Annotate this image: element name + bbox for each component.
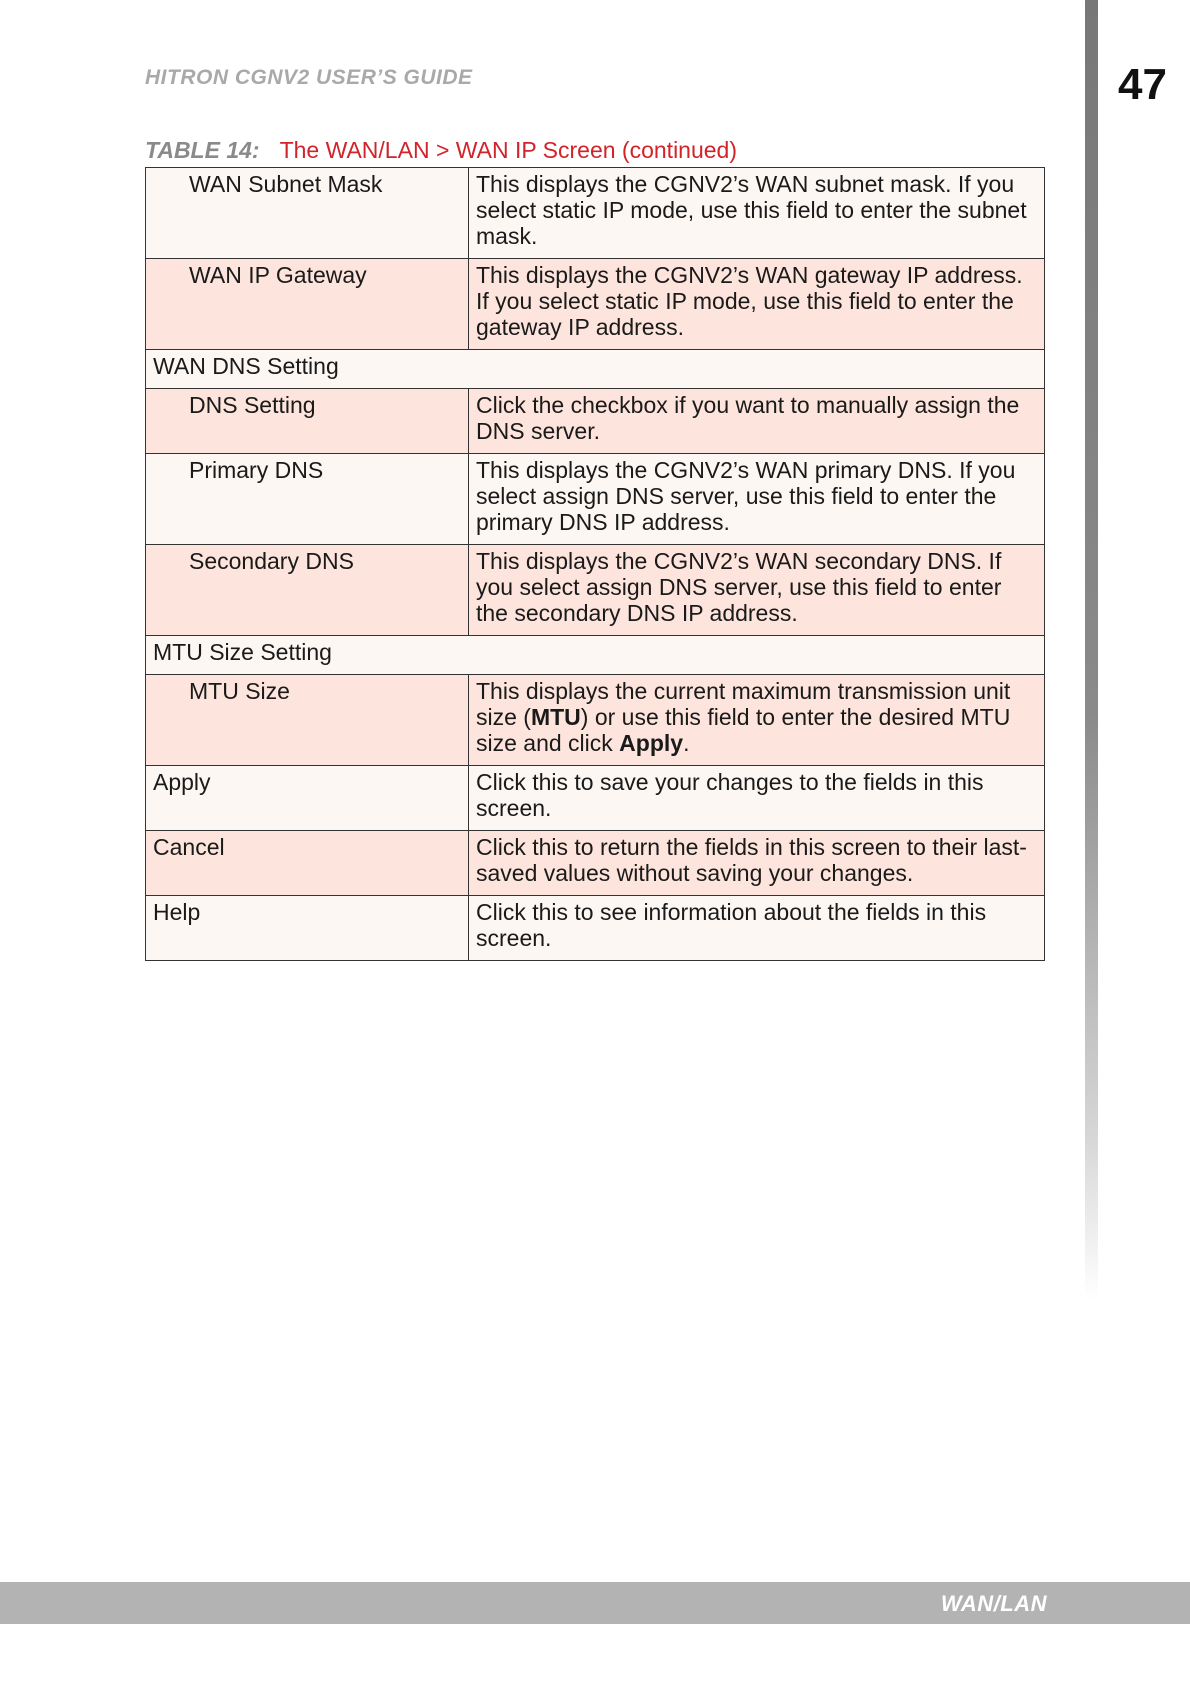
field-description-table	[145, 167, 1045, 961]
field-description: This displays the CGNV2’s WAN secondary DNS. If you select assign DNS server, use this field to enter the secondary DNS IP address.	[469, 545, 1045, 636]
field-description: This displays the CGNV2’s WAN subnet mask. If you select static IP mode, use this field to enter the subnet mask.	[469, 168, 1045, 259]
table-row	[146, 389, 1045, 454]
footer-band	[0, 1582, 1190, 1624]
table-section-row	[146, 636, 1045, 675]
field-description: Click this to return the fields in this screen to their last-saved values without saving your changes.	[469, 831, 1045, 896]
table-row	[146, 259, 1045, 350]
running-title: HITRON CGNV2 USER’S GUIDE	[145, 66, 473, 89]
table-row	[146, 766, 1045, 831]
table-caption-label: TABLE 14:	[145, 137, 260, 163]
table-row	[146, 545, 1045, 636]
field-label: Cancel	[146, 831, 469, 896]
table-row	[146, 831, 1045, 896]
field-label: Help	[146, 896, 469, 961]
page-number: 47	[1118, 60, 1167, 109]
table-row	[146, 168, 1045, 259]
table-caption-title: The WAN/LAN > WAN IP Screen (continued)	[279, 137, 737, 163]
mtu-desc-part: .	[683, 730, 690, 756]
table-row	[146, 454, 1045, 545]
field-label: Secondary DNS	[146, 545, 469, 636]
table-caption	[145, 137, 737, 164]
table-section-row	[146, 350, 1045, 389]
section-heading: WAN DNS Setting	[146, 350, 1045, 389]
field-description: Click this to see information about the fields in this screen.	[469, 896, 1045, 961]
field-label: Apply	[146, 766, 469, 831]
table-row	[146, 675, 1045, 766]
table-row	[146, 896, 1045, 961]
footer-section-label: WAN/LAN	[940, 1591, 1047, 1616]
section-heading: MTU Size Setting	[146, 636, 1045, 675]
field-description: Click the checkbox if you want to manually assign the DNS server.	[469, 389, 1045, 454]
field-label: WAN IP Gateway	[146, 259, 469, 350]
apply-term: Apply	[619, 730, 684, 756]
field-description: Click this to save your changes to the fields in this screen.	[469, 766, 1045, 831]
mtu-desc-part: ) or use this field to enter the desired MTU size and click	[476, 704, 1011, 756]
field-label: Primary DNS	[146, 454, 469, 545]
field-label: DNS Setting	[146, 389, 469, 454]
field-label: MTU Size	[146, 675, 469, 766]
field-description	[469, 675, 1045, 766]
page-edge-bar	[1085, 0, 1098, 1300]
mtu-term: MTU	[530, 704, 581, 730]
field-label: WAN Subnet Mask	[146, 168, 469, 259]
field-description: This displays the CGNV2’s WAN gateway IP address. If you select static IP mode, use this field to enter the gateway IP address.	[469, 259, 1045, 350]
field-description: This displays the CGNV2’s WAN primary DNS. If you select assign DNS server, use this field to enter the primary DNS IP address.	[469, 454, 1045, 545]
mtu-desc-part: This displays the current maximum transmission unit size (	[476, 678, 1011, 730]
